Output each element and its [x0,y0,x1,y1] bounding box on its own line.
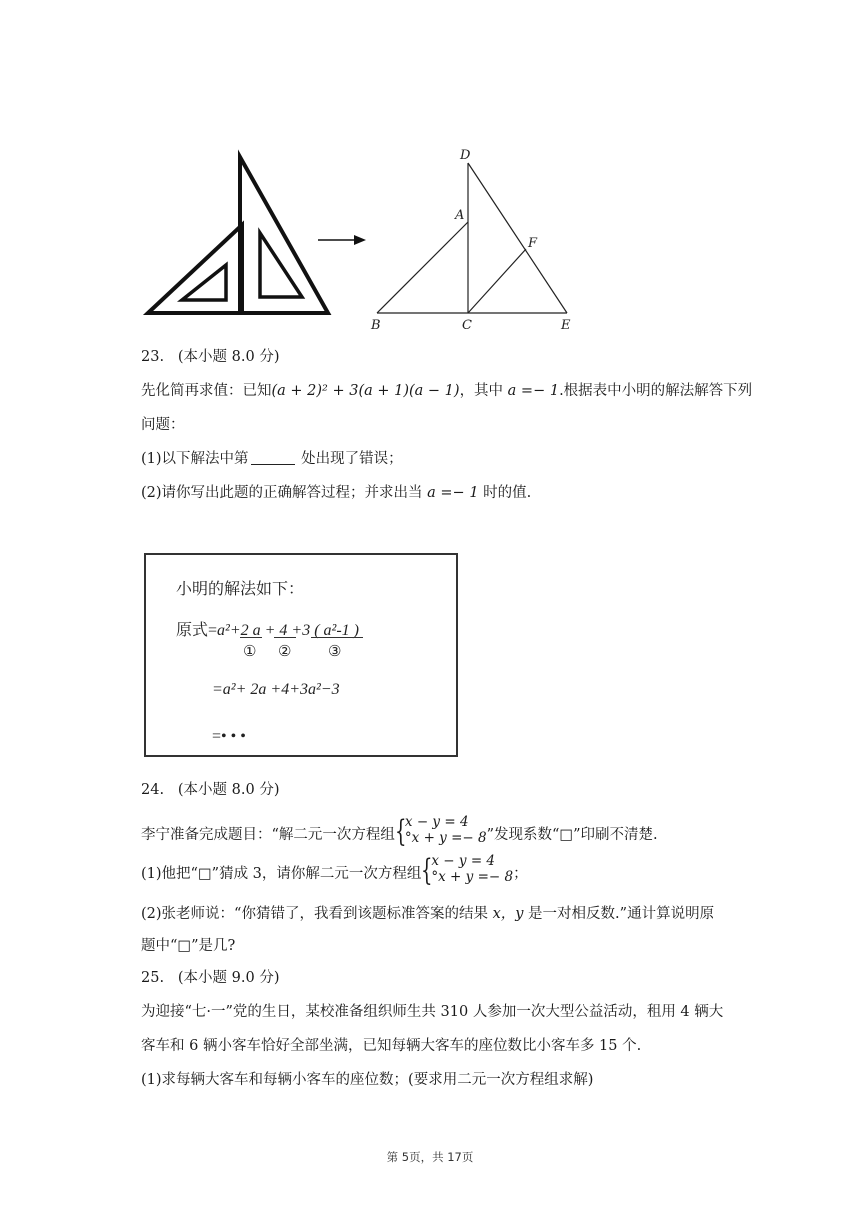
point-label-b: B [371,318,381,333]
equation-row-2: °x + y =− 8 [431,869,514,885]
q25-part1: (1)求每辆大客车和每辆小客车的座位数；(要求用二元一次方程组求解) [141,1072,594,1088]
equation-system: { x − y = 4 °x + y =− 8 [394,814,487,849]
solution-row2: =a²+ 2a +4+3a²−3 [212,681,340,698]
equation-system: { x − y = 4 °x + y =− 8 [421,853,514,888]
q24-header: 24. (本小题 8.0 分) [141,782,280,798]
q24-variables: x，y [492,906,524,922]
q23-part2-condition: a =− 1 [427,485,479,501]
solution-row3: =• • • [212,728,246,745]
q24-part2 [141,904,714,924]
point-label-a: A [455,208,465,223]
underline-2 [274,637,296,638]
solution-title: 小明的解法如下： [176,581,305,598]
q23-part2-text: 时的值. [478,485,532,501]
point-label-f: F [528,236,538,251]
q24-part1-text: ； [513,866,528,882]
q24-part2-cont: 题中“□”是几? [141,938,236,954]
q24-part2-text: 是一对相反数.”通计算说明原 [523,906,715,922]
q24-text: ”发现系数“□”印刷不清楚. [486,827,658,843]
q24-part2-text: (2)张老师说：“你猜错了，我看到该题标准答案的结果 [141,906,493,922]
q24-statement [141,814,658,850]
q23-part1-text: (1)以下解法中第 [141,451,249,467]
q23-line2: 问题： [141,417,185,433]
underline-3 [311,637,363,638]
solution-row1-prefix: 原式= [176,622,218,639]
triangle-diagram [377,163,567,313]
q24-text: 李宁准备完成题目：“解二元一次方程组 [141,827,395,843]
point-label-d: D [460,148,471,163]
solution-row1-expr: a²+2 a + 4 +3 ( a²-1 ) [217,622,359,639]
equation-row-1: x − y = 4 [431,853,496,869]
point-label-e: E [561,318,571,333]
q25-line1: 为迎接“七·一”党的生日，某校准备组织师生共 310 人参加一次大型公益活动，租用 4 辆大 [141,1004,724,1020]
q25-header: 25. (本小题 9.0 分) [141,970,280,986]
q23-text: .根据表中小明的解法解答下列 [559,383,753,399]
q23-text: 先化简再求值：已知 [141,383,272,399]
mark-3: ③ [328,644,342,660]
q25-line2: 客车和 6 辆小客车恰好全部坐满，已知每辆大客车的座位数比小客车多 15 个. [141,1038,642,1054]
set-square-45-inner [182,265,226,300]
mark-2: ② [278,644,292,660]
set-square-30 [240,157,328,313]
page-footer: 第 5页，共 17页 [386,1150,474,1164]
q24-part1 [141,853,528,889]
q23-header: 23. (本小题 8.0 分) [141,349,280,365]
arrow-right-icon [318,235,366,245]
q24-part1-text: (1)他把“□”猜成 3，请你解二元一次方程组 [141,866,422,882]
q23-text: ，其中 [459,383,508,399]
point-label-c: C [462,318,472,333]
q23-statement [141,381,752,401]
answer-blank[interactable] [251,450,295,465]
q23-part1 [141,449,403,469]
q23-condition: a =− 1 [507,383,560,399]
q23-part1-text: 处出现了错误； [296,451,403,467]
set-square-30-inner [260,233,302,297]
set-squares-drawing [148,157,328,313]
underline-1 [240,637,262,638]
geometry-figure [140,145,600,340]
q23-part2-text: (2)请你写出此题的正确解答过程；并求出当 [141,485,428,501]
equation-row-2: °x + y =− 8 [404,830,487,846]
q23-expression: (a + 2)² + 3(a + 1)(a − 1) [271,383,460,399]
q23-part2 [141,483,531,503]
equation-row-1: x − y = 4 [404,814,469,830]
mark-1: ① [243,644,257,660]
